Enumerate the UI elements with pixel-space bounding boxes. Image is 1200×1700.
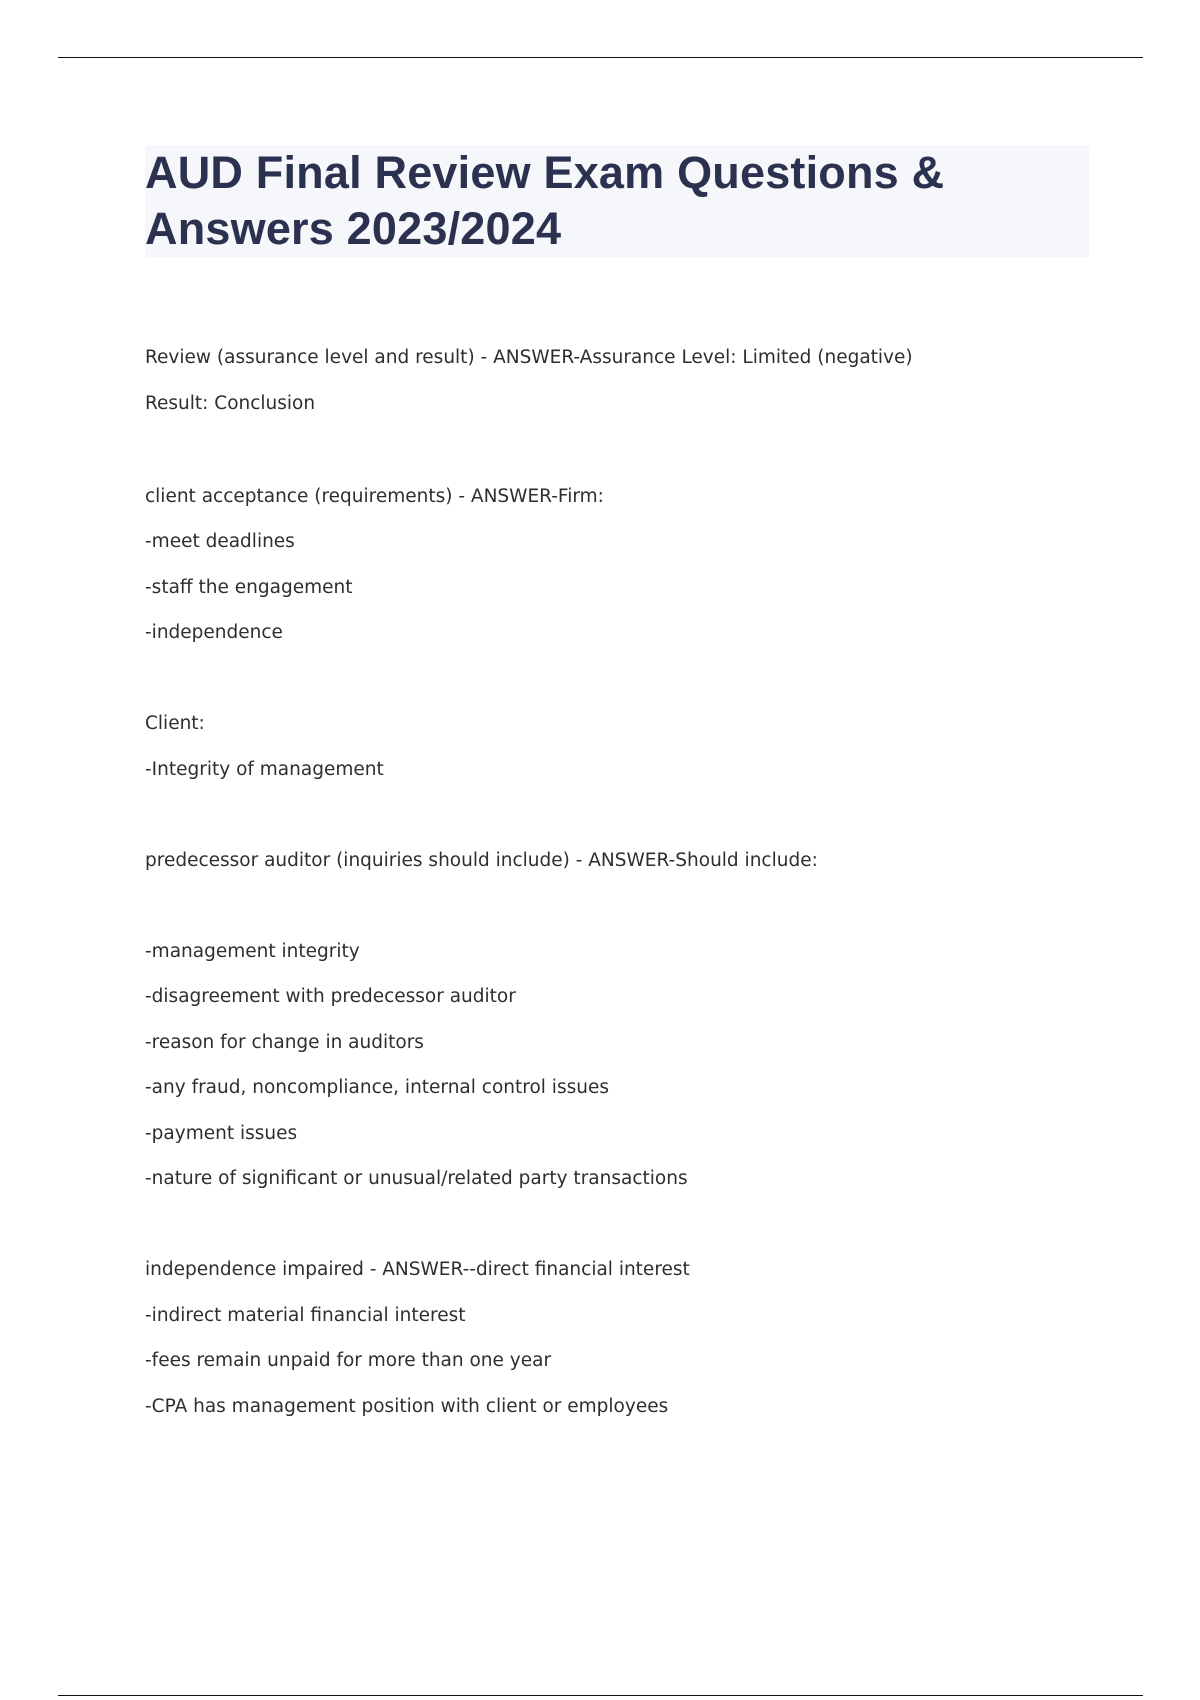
- qa-3-question: predecessor auditor (inquiries should include) - ANSWER-Should include:: [145, 850, 818, 871]
- qa-3-answer-line: -management integrity: [145, 941, 360, 962]
- qa-3-answer-line: -disagreement with predecessor auditor: [145, 986, 516, 1007]
- qa-3-answer-line: -payment issues: [145, 1123, 298, 1144]
- qa-3-answer-line: -nature of significant or unusual/related party transactions: [145, 1168, 688, 1189]
- header-rule: [58, 57, 1143, 58]
- qa-4-answer-line: -indirect material financial interest: [145, 1305, 466, 1326]
- document-title: AUD Final Review Exam Questions & Answers 2023/2024: [145, 147, 945, 254]
- qa-2-question: client acceptance (requirements) - ANSWER-Firm:: [145, 486, 604, 507]
- qa-2-answer-line: -independence: [145, 622, 283, 643]
- footer-rule: [58, 1695, 1143, 1696]
- qa-3-answer-line: -any fraud, noncompliance, internal control issues: [145, 1077, 609, 1098]
- qa-4-question: independence impaired - ANSWER--direct financial interest: [145, 1259, 690, 1280]
- qa-2-answer-line: Client:: [145, 713, 205, 734]
- qa-4-answer-line: -fees remain unpaid for more than one year: [145, 1350, 552, 1371]
- qa-2-answer-line: -staff the engagement: [145, 577, 353, 598]
- qa-4-answer-line: -CPA has management position with client or employees: [145, 1396, 669, 1417]
- qa-1-question: Review (assurance level and result) - ANSWER-Assurance Level: Limited (negative): [145, 347, 913, 368]
- qa-3-answer-line: -reason for change in auditors: [145, 1032, 424, 1053]
- qa-1-answer-line: Result: Conclusion: [145, 393, 316, 414]
- qa-2-answer-line: -meet deadlines: [145, 531, 295, 552]
- qa-2-answer-line: -Integrity of management: [145, 759, 384, 780]
